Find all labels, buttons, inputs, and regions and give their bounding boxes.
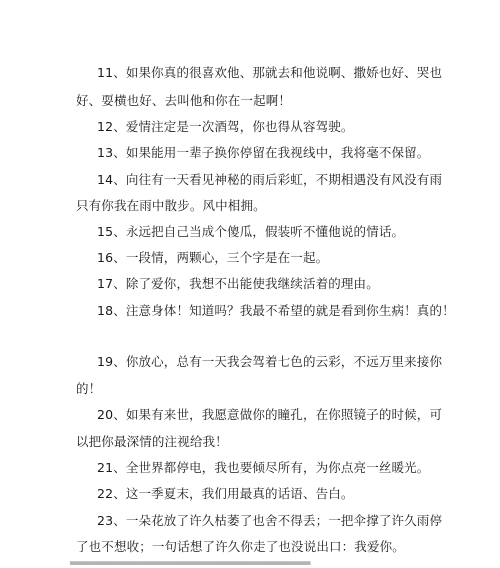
text-line-10: 18、注意身体！知道吗？我最不希望的就是看到你生病！真的！ [97, 303, 455, 318]
text-line-7: 15、永远把自己当成个傻瓜，假装听不懂他说的情话。 [97, 224, 405, 239]
text-line-8: 16、一段情，两颗心，三个字是在一起。 [97, 250, 329, 265]
text-line-4: 13、如果能用一辈子换你停留在我视线中，我将毫不保留。 [97, 145, 430, 160]
text-line-12: 的！ [76, 381, 102, 396]
text-line-5: 14、向往有一天看见神秘的雨后彩虹，不期相遇没有风没有雨 [97, 172, 443, 187]
text-line-9: 17、除了爱你，我想不出能使我继续活着的理由。 [97, 276, 379, 291]
cropped-text-fragment: ▂▂▂▂▂▂▂▂▂▂▂▂▂▂▂▂▂▂▂▂▂▂▂▂▂ [70, 550, 311, 565]
text-line-13: 20、如果有来世，我愿意做你的瞳孔，在你照镜子的时候，可 [97, 407, 443, 422]
cropped-next-line [70, 550, 430, 568]
text-line-16: 22、这一季夏末，我们用最真的话语、告白。 [97, 486, 354, 501]
text-line-2: 好、耍横也好、去叫他和你在一起啊！ [76, 93, 292, 108]
text-line-14: 以把你最深情的注视给我！ [76, 434, 228, 449]
text-line-1: 11、如果你真的很喜欢他、那就去和他说啊、撒娇也好、哭也 [97, 65, 443, 80]
text-line-11: 19、你放心，总有一天我会驾着七色的云彩，不远万里来接你 [97, 354, 443, 369]
text-line-15: 21、全世界都停电，我也要倾尽所有，为你点亮一丝暖光。 [97, 460, 430, 475]
text-line-17: 23、一朵花放了许久枯萎了也舍不得丢；一把伞撑了许久雨停 [97, 513, 443, 528]
text-line-3: 12、爱情注定是一次酒驾，你也得从容驾驶。 [97, 119, 354, 134]
text-line-18: 了也不想收；一句话想了许久你走了也没说出口：我爱你。 [76, 539, 405, 554]
text-line-6: 只有你我在雨中散步。风中相拥。 [76, 198, 266, 213]
